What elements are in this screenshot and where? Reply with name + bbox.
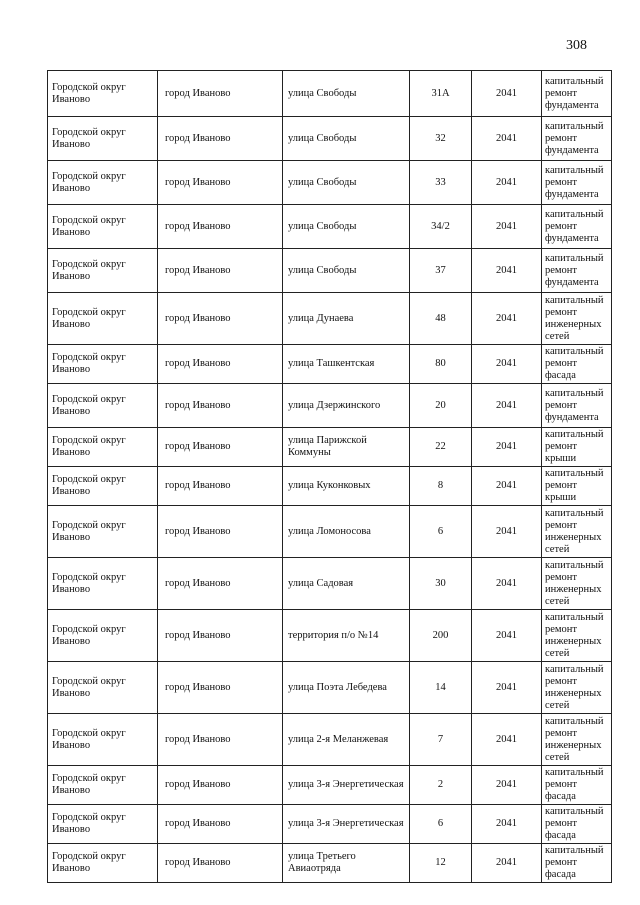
work-type-cell: капитальный ремонт инженерных сетей xyxy=(542,610,612,662)
house-number-cell: 8 xyxy=(410,467,472,506)
year-cell: 2041 xyxy=(472,249,542,293)
work-type-cell: капитальный ремонт фасада xyxy=(542,805,612,844)
city-cell: город Иваново xyxy=(158,805,283,844)
table-row xyxy=(48,249,612,293)
table-row xyxy=(48,805,612,844)
district-cell: Городской округ Иваново xyxy=(48,428,158,467)
year-cell: 2041 xyxy=(472,714,542,766)
city-cell: город Иваново xyxy=(158,71,283,117)
district-cell: Городской округ Иваново xyxy=(48,161,158,205)
street-cell: улица 2-я Меланжевая xyxy=(283,714,410,766)
house-number-cell: 37 xyxy=(410,249,472,293)
district-cell: Городской округ Иваново xyxy=(48,844,158,883)
street-cell: улица Свободы xyxy=(283,205,410,249)
city-cell: город Иваново xyxy=(158,293,283,345)
year-cell: 2041 xyxy=(472,467,542,506)
street-cell: улица Свободы xyxy=(283,161,410,205)
city-cell: город Иваново xyxy=(158,117,283,161)
work-type-cell: капитальный ремонт фундамента xyxy=(542,205,612,249)
work-type-cell: капитальный ремонт фундамента xyxy=(542,117,612,161)
city-cell: город Иваново xyxy=(158,714,283,766)
street-cell: улица Дунаева xyxy=(283,293,410,345)
work-type-cell: капитальный ремонт фасада xyxy=(542,345,612,384)
city-cell: город Иваново xyxy=(158,249,283,293)
house-number-cell: 6 xyxy=(410,805,472,844)
table-row xyxy=(48,161,612,205)
year-cell: 2041 xyxy=(472,844,542,883)
street-cell: территория п/о №14 xyxy=(283,610,410,662)
work-type-cell: капитальный ремонт инженерных сетей xyxy=(542,293,612,345)
table-row xyxy=(48,662,612,714)
page-number: 308 xyxy=(566,38,587,53)
street-cell: улица Куконковых xyxy=(283,467,410,506)
district-cell: Городской округ Иваново xyxy=(48,766,158,805)
house-number-cell: 33 xyxy=(410,161,472,205)
table-row xyxy=(48,384,612,428)
street-cell: улица Свободы xyxy=(283,117,410,161)
work-type-cell: капитальный ремонт инженерных сетей xyxy=(542,506,612,558)
work-type-cell: капитальный ремонт инженерных сетей xyxy=(542,662,612,714)
house-number-cell: 48 xyxy=(410,293,472,345)
work-type-cell: капитальный ремонт фасада xyxy=(542,766,612,805)
table-row xyxy=(48,293,612,345)
city-cell: город Иваново xyxy=(158,558,283,610)
table-row xyxy=(48,205,612,249)
district-cell: Городской округ Иваново xyxy=(48,249,158,293)
table-row xyxy=(48,610,612,662)
table-row xyxy=(48,117,612,161)
district-cell: Городской округ Иваново xyxy=(48,205,158,249)
city-cell: город Иваново xyxy=(158,610,283,662)
street-cell: улица Третьего Авиаотряда xyxy=(283,844,410,883)
table-row xyxy=(48,714,612,766)
work-type-cell: капитальный ремонт фундамента xyxy=(542,161,612,205)
table-row xyxy=(48,506,612,558)
street-cell: улица Ташкентская xyxy=(283,345,410,384)
district-cell: Городской округ Иваново xyxy=(48,662,158,714)
repair-schedule-table xyxy=(47,70,612,883)
street-cell: улица Поэта Лебедева xyxy=(283,662,410,714)
year-cell: 2041 xyxy=(472,662,542,714)
work-type-cell: капитальный ремонт фасада xyxy=(542,844,612,883)
year-cell: 2041 xyxy=(472,71,542,117)
district-cell: Городской округ Иваново xyxy=(48,558,158,610)
district-cell: Городской округ Иваново xyxy=(48,805,158,844)
city-cell: город Иваново xyxy=(158,844,283,883)
work-type-cell: капитальный ремонт крыши xyxy=(542,428,612,467)
year-cell: 2041 xyxy=(472,161,542,205)
year-cell: 2041 xyxy=(472,384,542,428)
year-cell: 2041 xyxy=(472,293,542,345)
year-cell: 2041 xyxy=(472,428,542,467)
table-row xyxy=(48,428,612,467)
table-row xyxy=(48,345,612,384)
street-cell: улица 3-я Энергетическая xyxy=(283,766,410,805)
year-cell: 2041 xyxy=(472,117,542,161)
house-number-cell: 80 xyxy=(410,345,472,384)
city-cell: город Иваново xyxy=(158,205,283,249)
year-cell: 2041 xyxy=(472,205,542,249)
table-row xyxy=(48,558,612,610)
house-number-cell: 6 xyxy=(410,506,472,558)
house-number-cell: 200 xyxy=(410,610,472,662)
district-cell: Городской округ Иваново xyxy=(48,384,158,428)
year-cell: 2041 xyxy=(472,558,542,610)
table-row xyxy=(48,844,612,883)
year-cell: 2041 xyxy=(472,345,542,384)
work-type-cell: капитальный ремонт инженерных сетей xyxy=(542,558,612,610)
work-type-cell: капитальный ремонт инженерных сетей xyxy=(542,714,612,766)
house-number-cell: 22 xyxy=(410,428,472,467)
street-cell: улица 3-я Энергетическая xyxy=(283,805,410,844)
district-cell: Городской округ Иваново xyxy=(48,345,158,384)
street-cell: улица Свободы xyxy=(283,71,410,117)
city-cell: город Иваново xyxy=(158,766,283,805)
city-cell: город Иваново xyxy=(158,345,283,384)
house-number-cell: 12 xyxy=(410,844,472,883)
table-row xyxy=(48,71,612,117)
city-cell: город Иваново xyxy=(158,467,283,506)
street-cell: улица Парижской Коммуны xyxy=(283,428,410,467)
street-cell: улица Ломоносова xyxy=(283,506,410,558)
house-number-cell: 32 xyxy=(410,117,472,161)
house-number-cell: 7 xyxy=(410,714,472,766)
district-cell: Городской округ Иваново xyxy=(48,506,158,558)
city-cell: город Иваново xyxy=(158,161,283,205)
work-type-cell: капитальный ремонт фундамента xyxy=(542,71,612,117)
work-type-cell: капитальный ремонт крыши xyxy=(542,467,612,506)
table-row xyxy=(48,766,612,805)
house-number-cell: 31А xyxy=(410,71,472,117)
district-cell: Городской округ Иваново xyxy=(48,610,158,662)
district-cell: Городской округ Иваново xyxy=(48,467,158,506)
street-cell: улица Свободы xyxy=(283,249,410,293)
work-type-cell: капитальный ремонт фундамента xyxy=(542,249,612,293)
house-number-cell: 14 xyxy=(410,662,472,714)
house-number-cell: 2 xyxy=(410,766,472,805)
district-cell: Городской округ Иваново xyxy=(48,293,158,345)
street-cell: улица Дзержинского xyxy=(283,384,410,428)
table-row xyxy=(48,467,612,506)
year-cell: 2041 xyxy=(472,506,542,558)
house-number-cell: 30 xyxy=(410,558,472,610)
district-cell: Городской округ Иваново xyxy=(48,117,158,161)
city-cell: город Иваново xyxy=(158,506,283,558)
house-number-cell: 20 xyxy=(410,384,472,428)
house-number-cell: 34/2 xyxy=(410,205,472,249)
city-cell: город Иваново xyxy=(158,662,283,714)
street-cell: улица Садовая xyxy=(283,558,410,610)
year-cell: 2041 xyxy=(472,805,542,844)
work-type-cell: капитальный ремонт фундамента xyxy=(542,384,612,428)
district-cell: Городской округ Иваново xyxy=(48,71,158,117)
year-cell: 2041 xyxy=(472,766,542,805)
city-cell: город Иваново xyxy=(158,384,283,428)
district-cell: Городской округ Иваново xyxy=(48,714,158,766)
city-cell: город Иваново xyxy=(158,428,283,467)
year-cell: 2041 xyxy=(472,610,542,662)
